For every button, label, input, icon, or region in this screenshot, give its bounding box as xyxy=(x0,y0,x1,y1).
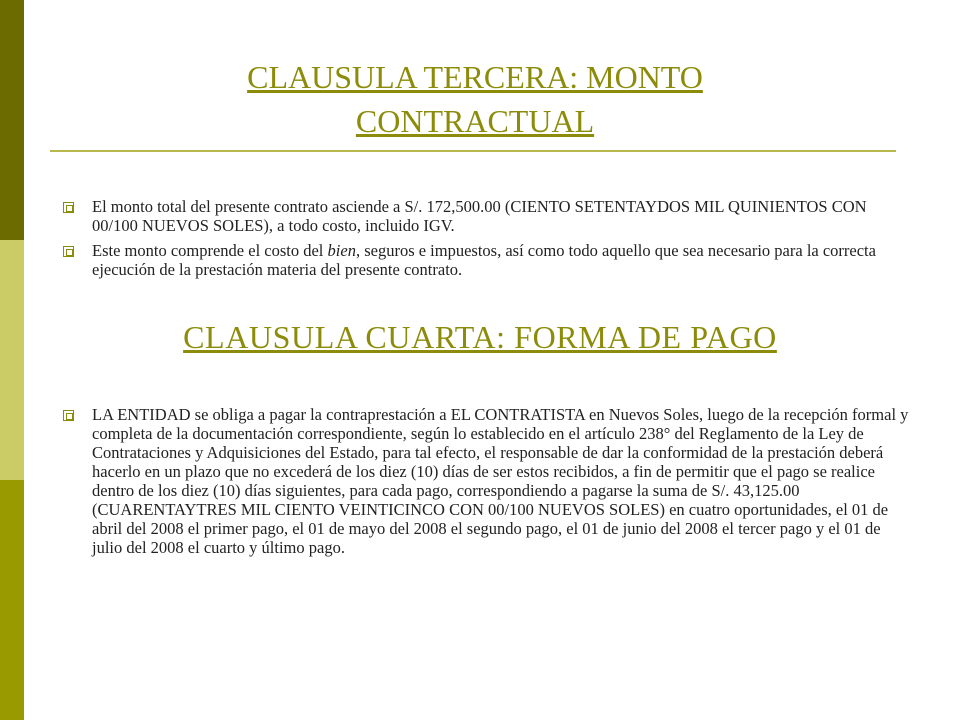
side-bar-segment-dark xyxy=(0,0,24,240)
clause3-scope-text-italic: bien xyxy=(327,241,356,260)
list-item xyxy=(60,241,910,279)
clause3-title-line2: CONTRACTUAL xyxy=(355,103,595,139)
square-bullet-icon xyxy=(63,246,74,257)
list-item xyxy=(60,405,910,557)
clause3-scope-text xyxy=(92,241,910,279)
side-bar-segment-light xyxy=(0,240,24,480)
clause3-amount-text: El monto total del presente contrato asciende a S/. 172,500.00 (CIENTO SETENTAYDOS MIL QUINIENTOS CON 00/100 NUEVOS SOLES), a todo costo, incluido IGV. xyxy=(92,197,867,235)
title-divider xyxy=(50,150,896,152)
square-bullet-icon xyxy=(63,202,74,213)
clause4-bullet-list xyxy=(60,405,910,563)
clause3-title xyxy=(150,55,800,143)
side-bar-segment-mid xyxy=(0,480,24,720)
clause4-payment-text: LA ENTIDAD se obliga a pagar la contraprestación a EL CONTRATISTA en Nuevos Soles, luego de la recepción formal y completa de la documentación correspondiente, según lo establecido en el artículo 238° del Reglamento de la Ley de Contrataciones y Adquisiciones del Estado, para tal efecto, el responsable de dar la conformidad de la prestación deberá hacerlo en un plazo que no excederá de los diez (10) días de ser estos recibidos, a fin de permitir que el pago se realice dentro de los diez (10) días siguientes, para cada pago, correspondiendo a pagarse la suma de S/. 43,125.00 (CUARENTAYTRES MIL CIENTO VEINTICINCO CON 00/100 NUEVOS SOLES) en cuatro oportunidades, el 01 de abril del 2008 el primer pago, el 01 de mayo del 2008 el segundo pago, el 01 de junio del 2008 el tercer pago y el 01 de julio del 2008 el cuarto y último pago. xyxy=(92,405,909,557)
clause3-scope-text-start: Este monto comprende el costo del xyxy=(92,241,328,260)
list-item xyxy=(60,197,910,235)
clause3-scope-text-end: , seguros e impuestos, así como todo aquello que sea necesario para la correcta ejecución de la prestación materia del presente contrato. xyxy=(92,241,876,279)
clause3-bullet-list xyxy=(60,197,910,285)
clause3-title-line1: CLAUSULA TERCERA: MONTO xyxy=(247,59,703,95)
clause4-title: CLAUSULA CUARTA: FORMA DE PAGO xyxy=(183,319,777,355)
square-bullet-icon xyxy=(63,410,74,421)
slide-side-bar xyxy=(0,0,24,720)
